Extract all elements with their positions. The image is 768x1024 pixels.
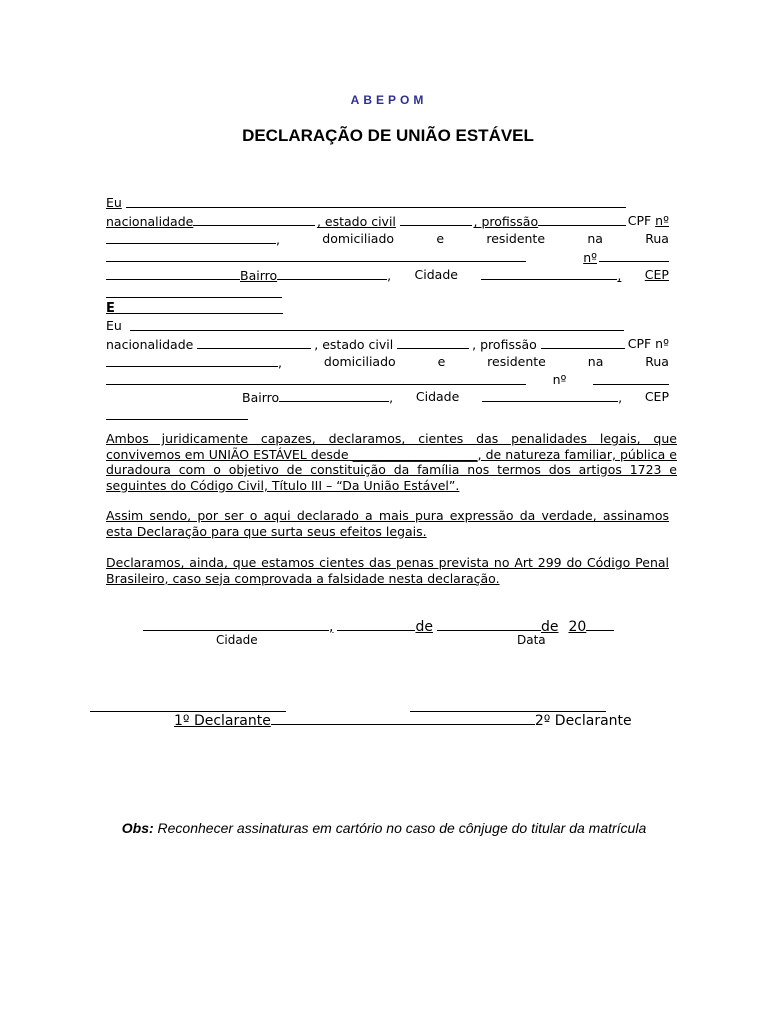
cidade-label: Cidade bbox=[415, 389, 460, 404]
number-field[interactable] bbox=[599, 248, 669, 262]
obs-label: Obs: bbox=[121, 820, 154, 836]
connector-line bbox=[106, 300, 669, 318]
eu-label: Eu bbox=[106, 318, 122, 333]
name-field[interactable] bbox=[130, 317, 624, 331]
number-label: nº bbox=[583, 250, 597, 265]
marital-status-field[interactable] bbox=[397, 335, 469, 349]
district-field[interactable] bbox=[277, 266, 387, 280]
caption-underline bbox=[271, 710, 535, 725]
estado-civil-label: , estado civil bbox=[316, 214, 396, 229]
bairro-label: Bairro bbox=[242, 390, 280, 405]
na-label: na bbox=[587, 231, 603, 246]
comma: , bbox=[618, 390, 623, 405]
number-field[interactable] bbox=[593, 371, 669, 385]
marital-status-field[interactable] bbox=[400, 212, 472, 226]
de-label: de bbox=[415, 619, 433, 635]
comma: , bbox=[276, 232, 280, 247]
signatures-caption-line bbox=[174, 710, 632, 729]
declarant2-cep-line bbox=[106, 406, 669, 424]
month-field[interactable] bbox=[437, 616, 541, 631]
declarant1-nationality-line bbox=[106, 212, 669, 230]
city-field[interactable] bbox=[482, 388, 618, 402]
connector-field[interactable] bbox=[115, 300, 283, 314]
cep-field[interactable] bbox=[106, 406, 248, 420]
cpf-field[interactable] bbox=[106, 230, 276, 244]
declarant2-street-line bbox=[106, 371, 669, 389]
profession-field[interactable] bbox=[538, 212, 626, 226]
declarant2-address-line bbox=[106, 353, 669, 371]
cpf-label: CPF nº bbox=[627, 336, 669, 351]
street-field[interactable] bbox=[106, 371, 526, 385]
bairro-label: Bairro bbox=[240, 268, 278, 283]
declarant2-nationality-line bbox=[106, 335, 669, 353]
eu-label: Eu bbox=[106, 195, 122, 210]
cpf-field[interactable] bbox=[106, 353, 278, 367]
domiciliado-label: domiciliado bbox=[322, 231, 395, 246]
city-field[interactable] bbox=[481, 266, 617, 280]
comma: , bbox=[387, 268, 392, 283]
obs-text: Reconhecer assinaturas em cartório no caso de cônjuge do titular da matrícula bbox=[157, 820, 647, 836]
district-field-prefix[interactable] bbox=[106, 266, 240, 280]
year-prefix: 20 bbox=[568, 619, 587, 635]
comma: , bbox=[389, 390, 394, 405]
e-label: e bbox=[436, 231, 445, 246]
cep-label: CEP bbox=[644, 267, 669, 282]
comma: , bbox=[329, 619, 334, 635]
nacionalidade-label: nacionalidade bbox=[106, 337, 194, 352]
residente-label: residente bbox=[487, 354, 546, 369]
name-field[interactable] bbox=[126, 194, 626, 208]
rua-label: Rua bbox=[645, 354, 669, 369]
declarant1-name-line bbox=[106, 194, 669, 212]
organization-name: ABEPOM bbox=[350, 93, 428, 107]
observation-note bbox=[0, 820, 768, 836]
declarant1-address-line bbox=[106, 230, 669, 248]
city-date-field[interactable] bbox=[143, 616, 329, 631]
connector-e: E bbox=[106, 301, 115, 316]
cep-label: CEP bbox=[644, 389, 669, 404]
estado-civil-label: , estado civil bbox=[314, 337, 394, 352]
profissao-label: , profissão bbox=[472, 337, 537, 352]
cidade-label: Cidade bbox=[414, 267, 458, 282]
street-field[interactable] bbox=[106, 248, 526, 262]
second-declarant-label: 2º Declarante bbox=[534, 713, 632, 729]
comma: , bbox=[278, 355, 282, 370]
profissao-label: , profissão bbox=[473, 214, 539, 229]
paragraph-union-statement: Ambos juridicamente capazes, declaramos, cientes das penalidades legais, que convivemos em UNIÃO ESTÁVEL desde ____________________, de natureza familiar, pública e duradoura com o objetivo de constituição da família nos termos dos artigos 1723 e seguintes do Código Civil, Título III – “Da União Estável”. bbox=[106, 431, 677, 493]
declarant2-district-line bbox=[106, 388, 669, 406]
declarant1-street-line bbox=[106, 248, 669, 266]
cpf-no-label: nº bbox=[655, 213, 669, 228]
city-caption: Cidade bbox=[216, 633, 258, 647]
paragraph-truth-statement: Assim sendo, por ser o aqui declarado a mais pura expressão da verdade, assinamos esta Declaração para que surta seus efeitos legais. bbox=[106, 508, 669, 539]
first-declarant-label: 1º Declarante bbox=[174, 713, 271, 729]
rua-label: Rua bbox=[645, 231, 669, 246]
document-title: DECLARAÇÃO DE UNIÃO ESTÁVEL bbox=[242, 126, 534, 145]
e-label: e bbox=[437, 354, 446, 369]
declarant1-district-line bbox=[106, 266, 669, 284]
cpf-label: CPF bbox=[627, 213, 652, 228]
profession-field[interactable] bbox=[541, 335, 625, 349]
residente-label: residente bbox=[486, 231, 546, 246]
nacionalidade-label: nacionalidade bbox=[106, 214, 194, 229]
comma: , bbox=[617, 268, 622, 283]
declarant2-name-line bbox=[106, 317, 669, 335]
nationality-field[interactable] bbox=[193, 212, 315, 226]
day-field[interactable] bbox=[337, 616, 415, 631]
domiciliado-label: domiciliado bbox=[323, 354, 396, 369]
number-label: nº bbox=[552, 372, 567, 387]
district-field[interactable] bbox=[279, 388, 389, 402]
de-label: de bbox=[540, 619, 559, 635]
nationality-field[interactable] bbox=[197, 335, 311, 349]
cep-field[interactable] bbox=[106, 284, 282, 298]
na-label: na bbox=[587, 354, 604, 369]
date-caption: Data bbox=[517, 633, 546, 647]
year-field[interactable] bbox=[586, 616, 614, 631]
paragraph-penalty-statement: Declaramos, ainda, que estamos cientes das penas prevista no Art 299 do Código Penal Brasileiro, caso seja comprovada a falsidade nesta declaração. bbox=[106, 555, 669, 586]
